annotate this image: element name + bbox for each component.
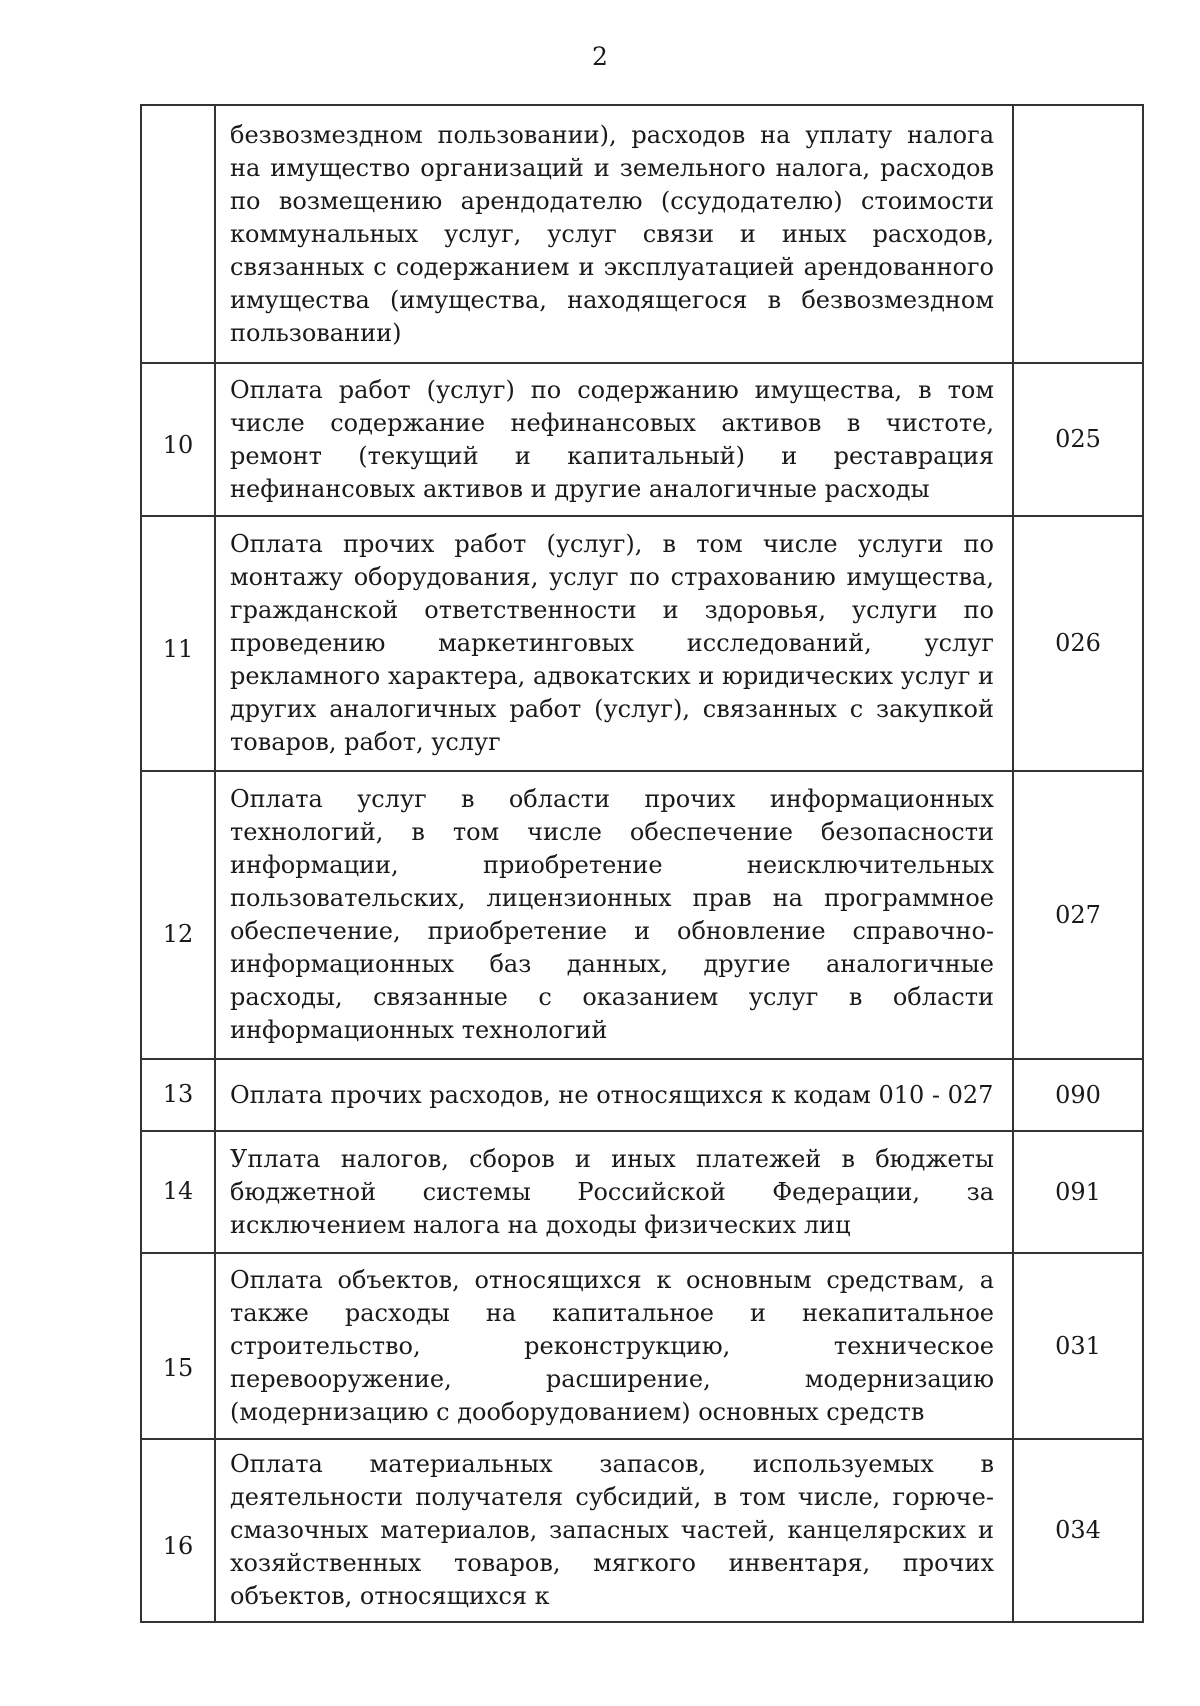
table-row bbox=[141, 1059, 1143, 1131]
row-code: 091 bbox=[1013, 1131, 1143, 1253]
row-number: 15 bbox=[141, 1253, 215, 1439]
table-row bbox=[141, 771, 1143, 1059]
row-code: 090 bbox=[1013, 1059, 1143, 1131]
row-number: 14 bbox=[141, 1131, 215, 1253]
row-code: 025 bbox=[1013, 363, 1143, 516]
table-row bbox=[141, 1131, 1143, 1253]
row-number: 16 bbox=[141, 1439, 215, 1622]
row-description: Оплата материальных запасов, используемых в деятельности получателя субсидий, в том числе, горюче-смазочных материалов, запасных частей, канцелярских и хозяйственных товаров, мягкого инвентаря, прочих объектов, относящихся к bbox=[215, 1439, 1013, 1622]
row-description: Оплата прочих работ (услуг), в том числе услуги по монтажу оборудования, услуг по страхованию имущества, гражданской ответственности и здоровья, услуги по проведению маркетинговых исследований, услуг рекламного характера, адвокатских и юридических услуг и других аналогичных работ (услуг), связанных с закупкой товаров, работ, услуг bbox=[215, 516, 1013, 771]
row-number: 10 bbox=[141, 363, 215, 516]
table-row bbox=[141, 1253, 1143, 1439]
table-row bbox=[141, 105, 1143, 363]
row-code: 026 bbox=[1013, 516, 1143, 771]
row-number: 11 bbox=[141, 516, 215, 771]
row-description: Уплата налогов, сборов и иных платежей в бюджеты бюджетной системы Российской Федерации, за исключением налога на доходы физических лиц bbox=[215, 1131, 1013, 1253]
row-code: 031 bbox=[1013, 1253, 1143, 1439]
row-number: 12 bbox=[141, 771, 215, 1059]
expense-codes-table bbox=[140, 104, 1144, 1623]
row-code: 027 bbox=[1013, 771, 1143, 1059]
table-row bbox=[141, 363, 1143, 516]
table-row bbox=[141, 1439, 1143, 1622]
row-code bbox=[1013, 105, 1143, 363]
row-description: Оплата услуг в области прочих информационных технологий, в том числе обеспечение безопасности информации, приобретение неисключительных пользовательских, лицензионных прав на программное обеспечение, приобретение и обновление справочно-информационных баз данных, другие аналогичные расходы, связанные с оказанием услуг в области информационных технологий bbox=[215, 771, 1013, 1059]
row-number: 13 bbox=[141, 1059, 215, 1131]
table-row bbox=[141, 516, 1143, 771]
row-description: Оплата работ (услуг) по содержанию имущества, в том числе содержание нефинансовых активов в чистоте, ремонт (текущий и капитальный) и реставрация нефинансовых активов и другие аналогичные расходы bbox=[215, 363, 1013, 516]
row-code: 034 bbox=[1013, 1439, 1143, 1622]
row-number bbox=[141, 105, 215, 363]
row-description: безвозмездном пользовании), расходов на уплату налога на имущество организаций и земельного налога, расходов по возмещению арендодателю (ссудодателю) стоимости коммунальных услуг, услуг связи и иных расходов, связанных с содержанием и эксплуатацией арендованного имущества (имущества, находящегося в безвозмездном пользовании) bbox=[215, 105, 1013, 363]
row-description: Оплата прочих расходов, не относящихся к кодам 010 - 027 bbox=[215, 1059, 1013, 1131]
page-number: 2 bbox=[592, 42, 608, 71]
row-description: Оплата объектов, относящихся к основным средствам, а также расходы на капитальное и некапитальное строительство, реконструкцию, техническое перевооружение, расширение, модернизацию (модернизацию с дооборудованием) основных средств bbox=[215, 1253, 1013, 1439]
